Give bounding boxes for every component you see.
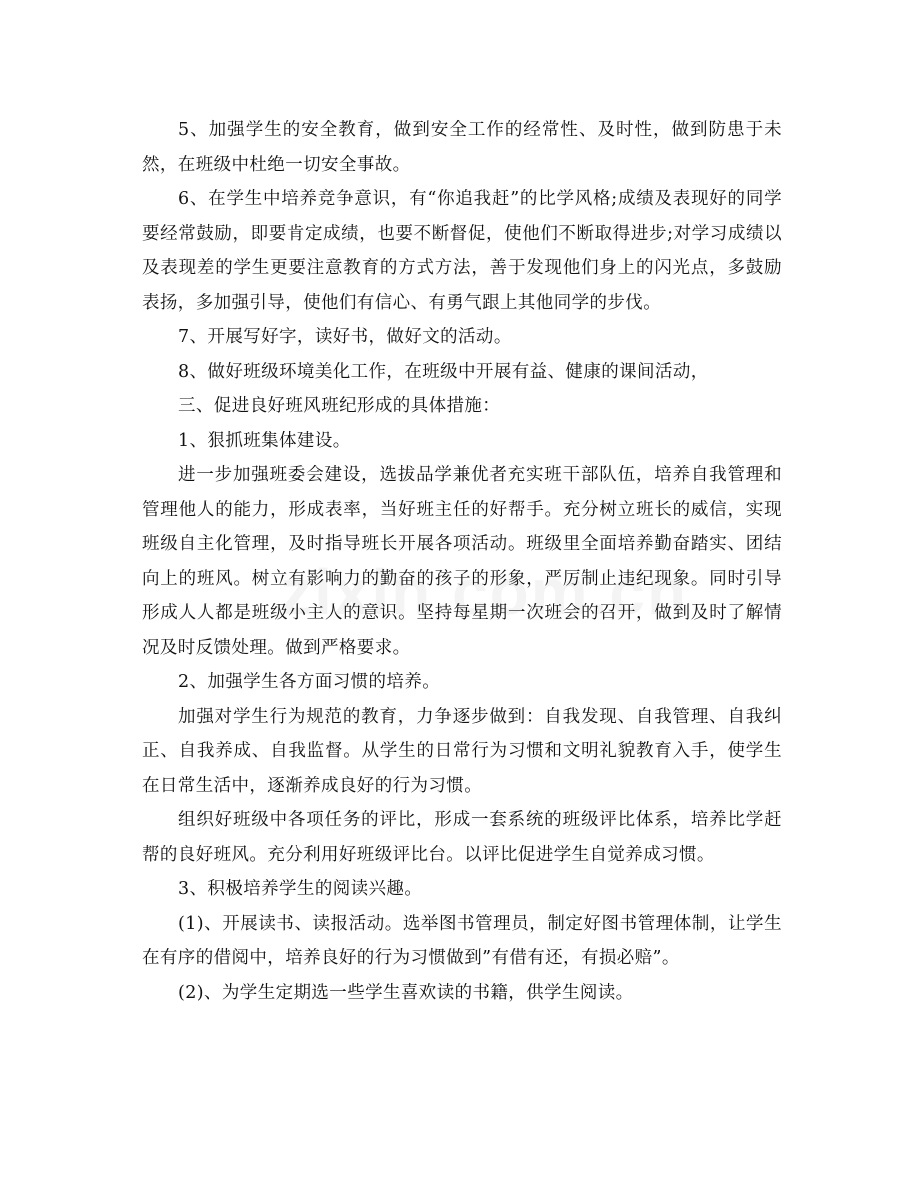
paragraph-item-7: 7、开展写好字，读好书，做好文的活动。 (178, 327, 512, 347)
paragraph-book-selection: (2)、为学生定期选一些学生喜欢读的书籍，供学生阅读。 (178, 982, 634, 1003)
paragraph-behavior-norms: 加强对学生行为规范的教育，力争逐步做到：自我发现、自我管理、自我纠正、自我养成、自我监督。从学生的日常行为习惯和文明礼貌教育入手，使学生在日常生活中，逐渐养成良好的行为习惯。 (142, 706, 782, 796)
section-heading-3: 三、促进良好班风班纪形成的具体措施： (178, 396, 501, 416)
paragraph-class-committee: 进一步加强班委会建设，选拔品学兼优者充实班干部队伍，培养自我管理和管理他人的能力，形成表率，当好班主任的好帮手。充分树立班长的威信，实现班级自主化管理，及时指导班长开展各项活动。班级里全面培养勤奋踏实、团结向上的班风。树立有影响力的勤奋的孩子的形象，严厉制止违纪现象。同时引导形成人人都是班级小主人的意识。坚持每星期一次班会的召开，做到及时了解情况及时反馈处理。做到严格要求。 (142, 465, 782, 658)
subheading-1: 1、狠抓班集体建设。 (178, 430, 351, 451)
paragraph-reading-activity: (1)、开展读书、读报活动。选举图书管理员，制定好图书管理体制，让学生在有序的借阅中，培养良好的行为习惯做到”有借有还，有损必赔”。 (142, 913, 782, 968)
paragraph-item-5: 5、加强学生的安全教育，做到安全工作的经常性、及时性，做到防患于未然，在班级中杜绝一切安全事故。 (142, 120, 782, 175)
paragraph-item-8: 8、做好班级环境美化工作，在班级中开展有益、健康的课间活动， (178, 361, 709, 382)
document-body (142, 113, 782, 1010)
subheading-3: 3、积极培养学生的阅读兴趣。 (178, 879, 423, 899)
paragraph-evaluation: 组织好班级中各项任务的评比，形成一套系统的班级评比体系，培养比学赶帮的良好班风。充分利用好班级评比台。以评比促进学生自觉养成习惯。 (142, 810, 782, 865)
paragraph-item-6: 6、在学生中培养竞争意识，有“你追我赶”的比学风格;成绩及表现好的同学要经常鼓励，即要肯定成绩，也要不断督促，使他们不断取得进步;对学习成绩以及表现差的学生更要注意教育的方式方法，善于发现他们身上的闪光点，多鼓励表扬，多加强引导，使他们有信心、有勇气跟上其他同学的步伐。 (142, 189, 782, 313)
subheading-2: 2、加强学生各方面习惯的培养。 (178, 672, 441, 692)
